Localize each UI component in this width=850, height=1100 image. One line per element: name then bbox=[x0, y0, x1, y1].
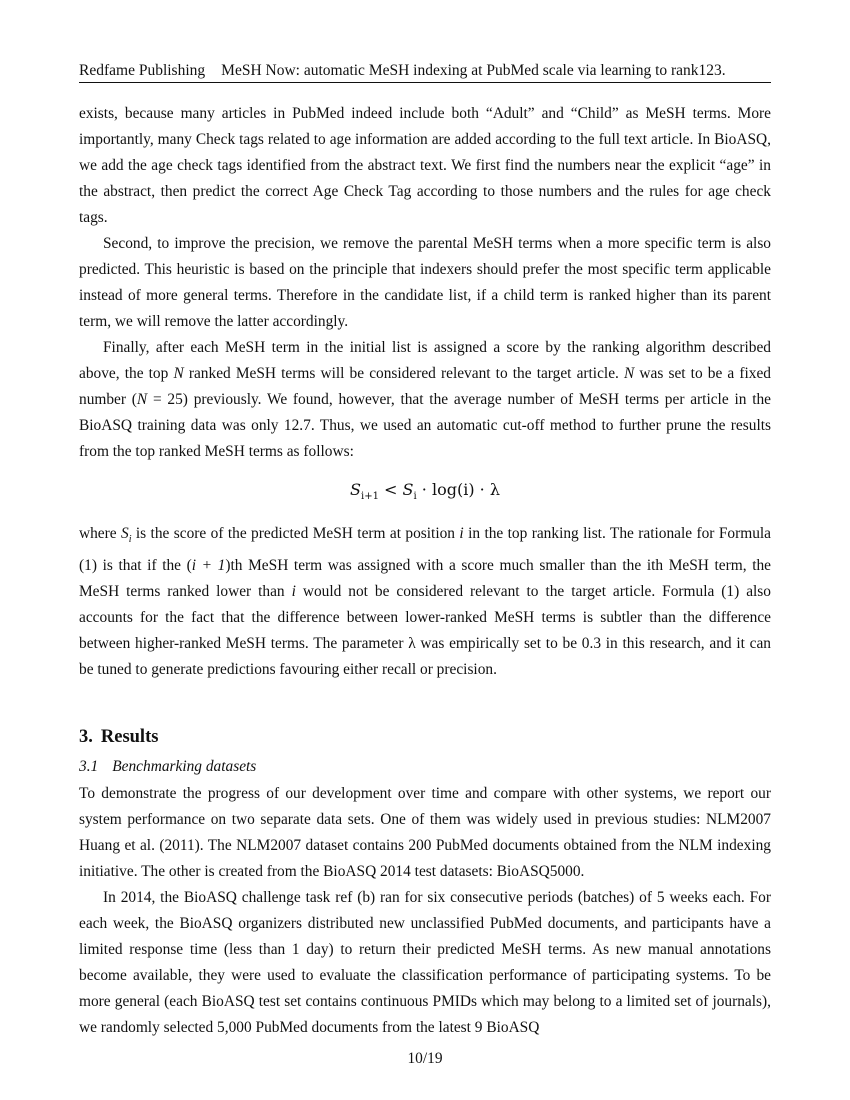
paragraph-precision: Second, to improve the precision, we remove the parental MeSH terms when a more specific term is also predicted. This heuristic is based on the principle that indexers should prefer the most specific term applicable instead of more general terms. Therefore in the candidate list, if a child term is ranked higher than its parent term, we will remove the latter accordingly. bbox=[79, 235, 771, 330]
paragraph-age-check-tags: exists, because many articles in PubMed indeed include both “Adult” and “Child” as MeSH terms. More importantly, many Check tags related to age information are added according to the full text article. In BioASQ, we add the age check tags identified from the abstract text. We first find the numbers near the explicit “age” in the abstract, then predict the correct Age Check Tag according to those numbers and the rules for age check tags. bbox=[79, 105, 771, 226]
paragraph-bioasq-challenge: In 2014, the BioASQ challenge task ref (b) ran for six consecutive periods (batches) of 5 weeks each. For each week, the BioASQ organizers distributed new unclassified PubMed documents, and participants have a limited response time (less than 1 day) to return their predicted MeSH terms. As new manual annotations become available, they were used to evaluate the classification performance of participating systems. To be more general (each BioASQ test set contains continuous PMIDs which may belong to a limited set of journals), we randomly selected 5,000 PubMed documents from the latest 9 BioASQ bbox=[79, 889, 771, 1037]
paragraph-cutoff: Finally, after each MeSH term in the initial list is assigned a score by the ranking algorithm described above, the top N ranked MeSH terms will be considered relevant to the target article. N was set to be a fixed number (N = 25) previously. We found, however, that the average number of MeSH terms per article in the BioASQ training data was only 12.7. Thus, we used an automatic cut-off method to further prune the results from the top ranked MeSH terms as follows: bbox=[79, 339, 772, 460]
body-text bbox=[79, 101, 771, 1041]
page-number: 10/19 bbox=[407, 1050, 443, 1067]
journal-name: Redfame Publishing bbox=[79, 62, 206, 79]
subsection-heading-benchmarking: 3.1 Benchmarking datasets bbox=[79, 758, 257, 776]
section-heading-results: 3. Results bbox=[79, 727, 159, 748]
formula-1: $S_{i+1} < S_i \cdot \log(i) \cdot \lambda$ bbox=[350, 480, 500, 503]
paragraph-datasets: To demonstrate the progress of our development over time and compare with other systems, we report our system performance on two separate data sets. One of them was widely used in previous studies: NLM2007 Huang et al. (2011). The NLM2007 dataset contains 200 PubMed documents obtained from the NLM indexing initiative. The other is created from the BioASQ 2014 test datasets: BioASQ5000. bbox=[79, 785, 771, 881]
running-header bbox=[79, 61, 771, 83]
paragraph-formula-explanation: where $S_i$ is the score of the predicted MeSH term at position i in the top ranking list. The rationale for Formula (1) is that if the (i + 1)th MeSH term was assigned with a score much smaller than the ith MeSH term, the MeSH terms ranked lower than i would not be considered relevant to the target article. Formula (1) also accounts for the fact that the difference between lower-ranked MeSH terms is subtler than the difference between higher-ranked MeSH terms. The parameter λ was empirically set to be 0.3 in this research, and it can be tuned to generate predictions favouring either recall or precision. bbox=[79, 525, 771, 679]
running-title: MeSH Now: automatic MeSH indexing at PubMed scale via learning to rank123. bbox=[221, 62, 726, 79]
